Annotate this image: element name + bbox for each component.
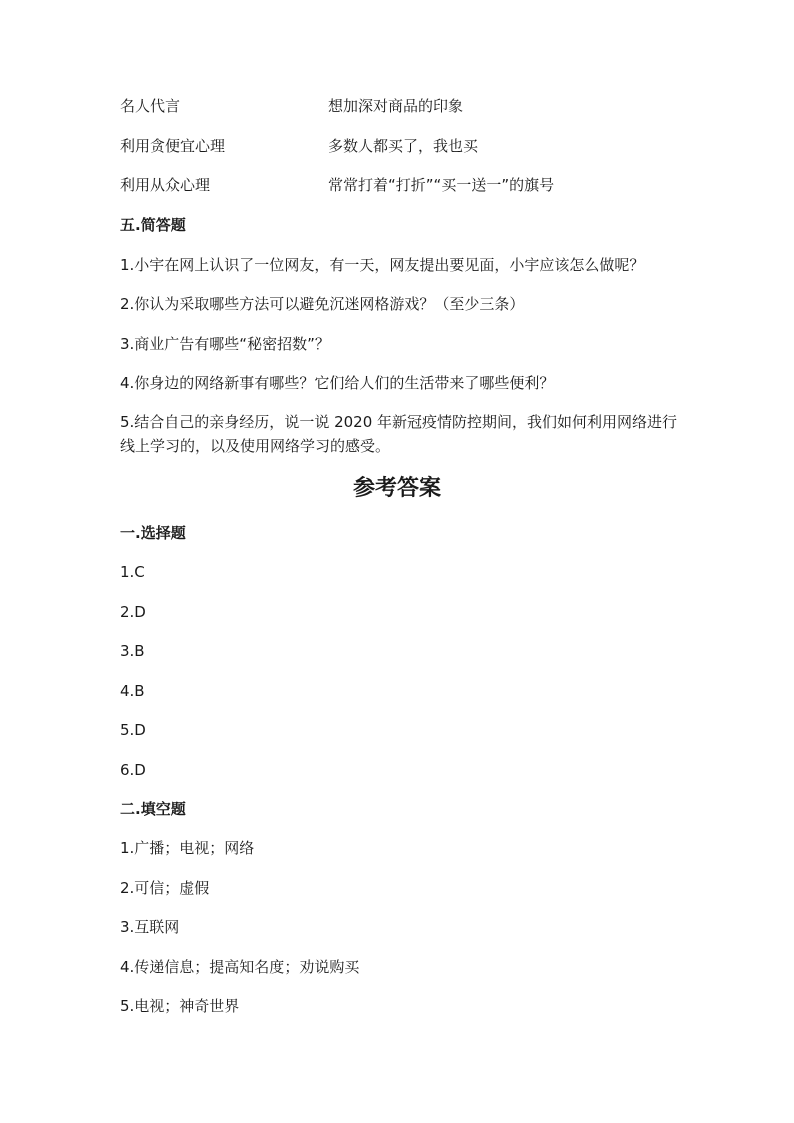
question-3: 3.商业广告有哪些“秘密招数”？	[120, 335, 330, 353]
choice-answer-2: 2.D	[120, 603, 146, 621]
match-right-3: 常常打着“打折”“买一送一”的旗号	[328, 176, 555, 194]
choice-answer-6: 6.D	[120, 761, 146, 779]
fill-answer-4: 4.传递信息；提高知名度；劝说购买	[120, 958, 360, 976]
choice-answer-1: 1.C	[120, 563, 145, 581]
choice-answer-3: 3.B	[120, 642, 145, 660]
match-left-3: 利用从众心理	[120, 176, 211, 194]
choice-answer-4: 4.B	[120, 682, 145, 700]
question-5: 5.结合自己的亲身经历，说一说 2020 年新冠疫情防控期间，我们如何利用网络进行线上学习的，以及使用网络学习的感受。	[120, 413, 678, 455]
answers-title: 参考答案	[352, 475, 441, 501]
match-left-1: 名人代言	[120, 97, 181, 115]
fill-answer-5: 5.电视；神奇世界	[120, 997, 240, 1015]
fill-answer-2: 2.可信；虚假	[120, 879, 210, 897]
fill-answer-3: 3.互联网	[120, 918, 180, 936]
match-right-2: 多数人都买了，我也买	[328, 137, 479, 155]
section-heading-choice: 一.选择题	[120, 524, 186, 542]
question-1: 1.小宇在网上认识了一位网友，有一天，网友提出要见面，小宇应该怎么做呢？	[120, 256, 645, 274]
fill-answer-1: 1.广播；电视；网络	[120, 839, 255, 857]
match-left-2: 利用贪便宜心理	[120, 137, 226, 155]
match-right-1: 想加深对商品的印象	[328, 97, 464, 115]
question-2: 2.你认为采取哪些方法可以避免沉迷网格游戏？（至少三条）	[120, 295, 525, 313]
section-heading-short-answer: 五.简答题	[120, 216, 186, 234]
question-4: 4.你身边的网络新事有哪些？它们给人们的生活带来了哪些便利？	[120, 374, 555, 392]
section-heading-fill: 二.填空题	[120, 800, 186, 818]
choice-answer-5: 5.D	[120, 721, 146, 739]
